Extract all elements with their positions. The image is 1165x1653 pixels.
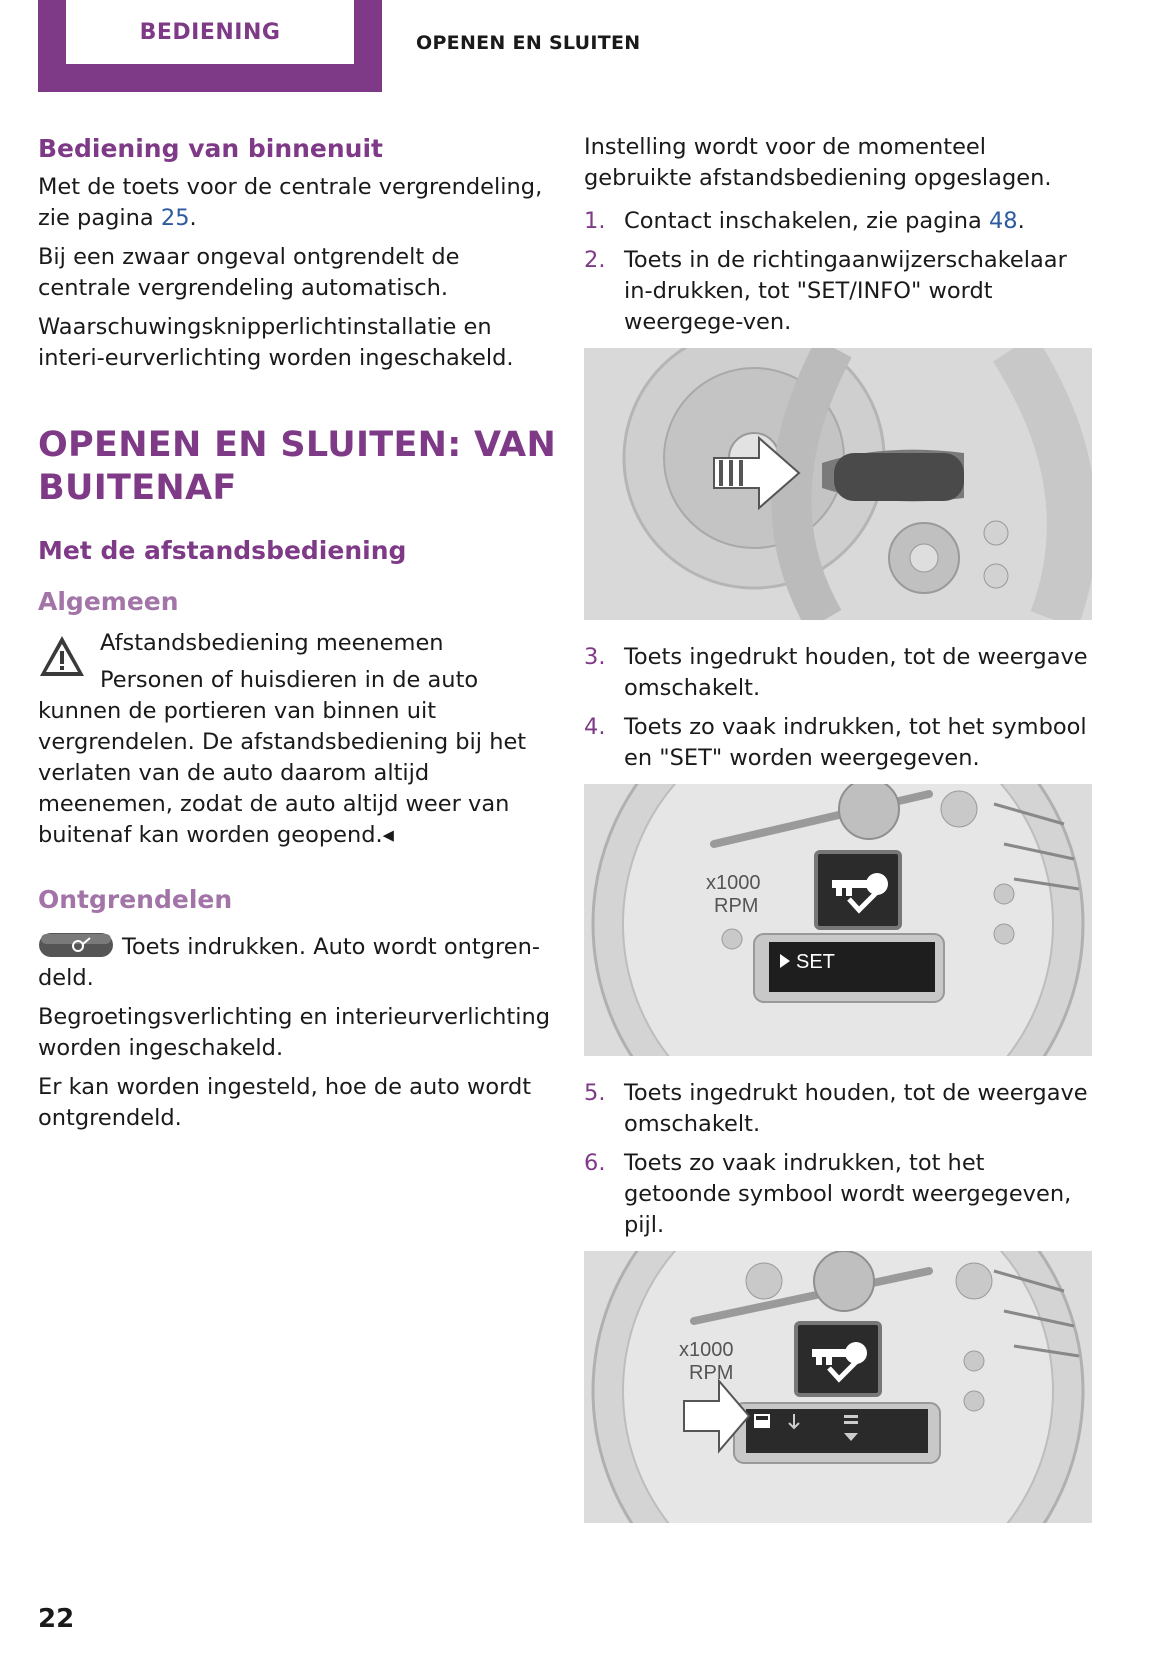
inside-heading: Bediening van binnenuit	[38, 134, 383, 163]
step-number: 2.	[584, 247, 606, 273]
page-link-25[interactable]: 25	[160, 205, 190, 231]
step-text: Toets zo vaak indrukken, tot het symbool en "SET" worden weergegeven.	[624, 714, 1087, 771]
step-number: 4.	[584, 714, 606, 740]
general-heading: Algemeen	[38, 587, 179, 616]
unlock-paragraph-1	[38, 932, 558, 994]
remote-heading: Met de afstandsbediening	[38, 536, 407, 565]
rpm-label-line1: x1000	[679, 1339, 734, 1361]
settings-intro: Instelling wordt voor de momenteel gebruikte afstandsbediening opgeslagen.	[584, 134, 1052, 191]
inside-paragraph-1	[38, 172, 558, 234]
step-text: Toets zo vaak indrukken, tot het getoonde symbool wordt weergegeven, pijl.	[624, 1150, 1072, 1238]
steps-list-c	[584, 1078, 1094, 1241]
step-text: Contact inschakelen, zie pagina	[624, 208, 989, 234]
left-column	[38, 132, 558, 1142]
display-set-text: SET	[796, 951, 835, 973]
figure-tachometer-set	[584, 784, 1092, 1056]
remote-unlock-key-icon	[38, 930, 114, 960]
warning-text: Personen of huisdieren in de auto kunnen de portieren van binnen uit vergrendelen. De afstandsbediening bij het verlaten van de auto daarom altijd meenemen, zodat de auto altijd weer van buitenaf kan worden geopend.◂	[38, 667, 527, 848]
step-text: Toets ingedrukt houden, tot de weergave omschakelt.	[624, 1080, 1088, 1137]
warning-block	[38, 628, 558, 851]
rpm-label-line2: RPM	[689, 1362, 734, 1384]
inside-p1-text: Met de toets voor de centrale vergrendeling, zie pagina	[38, 174, 543, 231]
right-column	[584, 132, 1094, 1545]
step-number: 3.	[584, 644, 606, 670]
inside-paragraph-2: Bij een zwaar ongeval ontgrendelt de centrale vergrendeling automatisch.	[38, 244, 460, 301]
main-heading: OPENEN EN SLUITEN: VAN BUITENAF	[38, 425, 557, 508]
inside-paragraph-3: Waarschuwingsknipperlichtinstallatie en interi-eurverlichting worden ingeschakeld.	[38, 314, 514, 371]
inside-p1-end: .	[189, 205, 197, 231]
steps-list-a	[584, 206, 1094, 338]
header-chapter-title: OPENEN EN SLUITEN	[416, 32, 641, 54]
header-section-tab	[38, 0, 382, 92]
page-link-48[interactable]: 48	[988, 208, 1018, 234]
step-text: Toets ingedrukt houden, tot de weergave omschakelt.	[624, 644, 1088, 701]
step-5	[584, 1078, 1094, 1140]
figure-turn-signal-stalk	[584, 348, 1092, 620]
step-number: 6.	[584, 1150, 606, 1176]
steps-list-b	[584, 642, 1094, 774]
step-6	[584, 1148, 1094, 1241]
page-number: 22	[38, 1604, 75, 1634]
header-section-label: BEDIENING	[66, 0, 354, 64]
step-text: Toets in de richtingaanwijzerschakelaar in-drukken, tot "SET/INFO" wordt weergege-ven.	[624, 247, 1067, 335]
step-end: .	[1017, 208, 1025, 234]
step-3	[584, 642, 1094, 704]
unlock-p1-text: Toets indrukken. Auto wordt ontgren-deld.	[38, 934, 540, 991]
step-number: 5.	[584, 1080, 606, 1106]
step-number: 1.	[584, 208, 606, 234]
step-2	[584, 245, 1094, 338]
rpm-label-line2: RPM	[714, 895, 759, 917]
unlock-heading: Ontgrendelen	[38, 885, 233, 914]
warning-triangle-icon	[38, 632, 86, 680]
step-1	[584, 206, 1094, 237]
figure-tachometer-arrow	[584, 1251, 1092, 1523]
warning-title: Afstandsbediening meenemen	[100, 630, 444, 656]
rpm-label-line1: x1000	[706, 872, 761, 894]
unlock-paragraph-2: Begroetingsverlichting en interieurverlichting worden ingeschakeld.	[38, 1004, 551, 1061]
step-4	[584, 712, 1094, 774]
unlock-paragraph-3: Er kan worden ingesteld, hoe de auto wordt ontgrendeld.	[38, 1074, 532, 1131]
